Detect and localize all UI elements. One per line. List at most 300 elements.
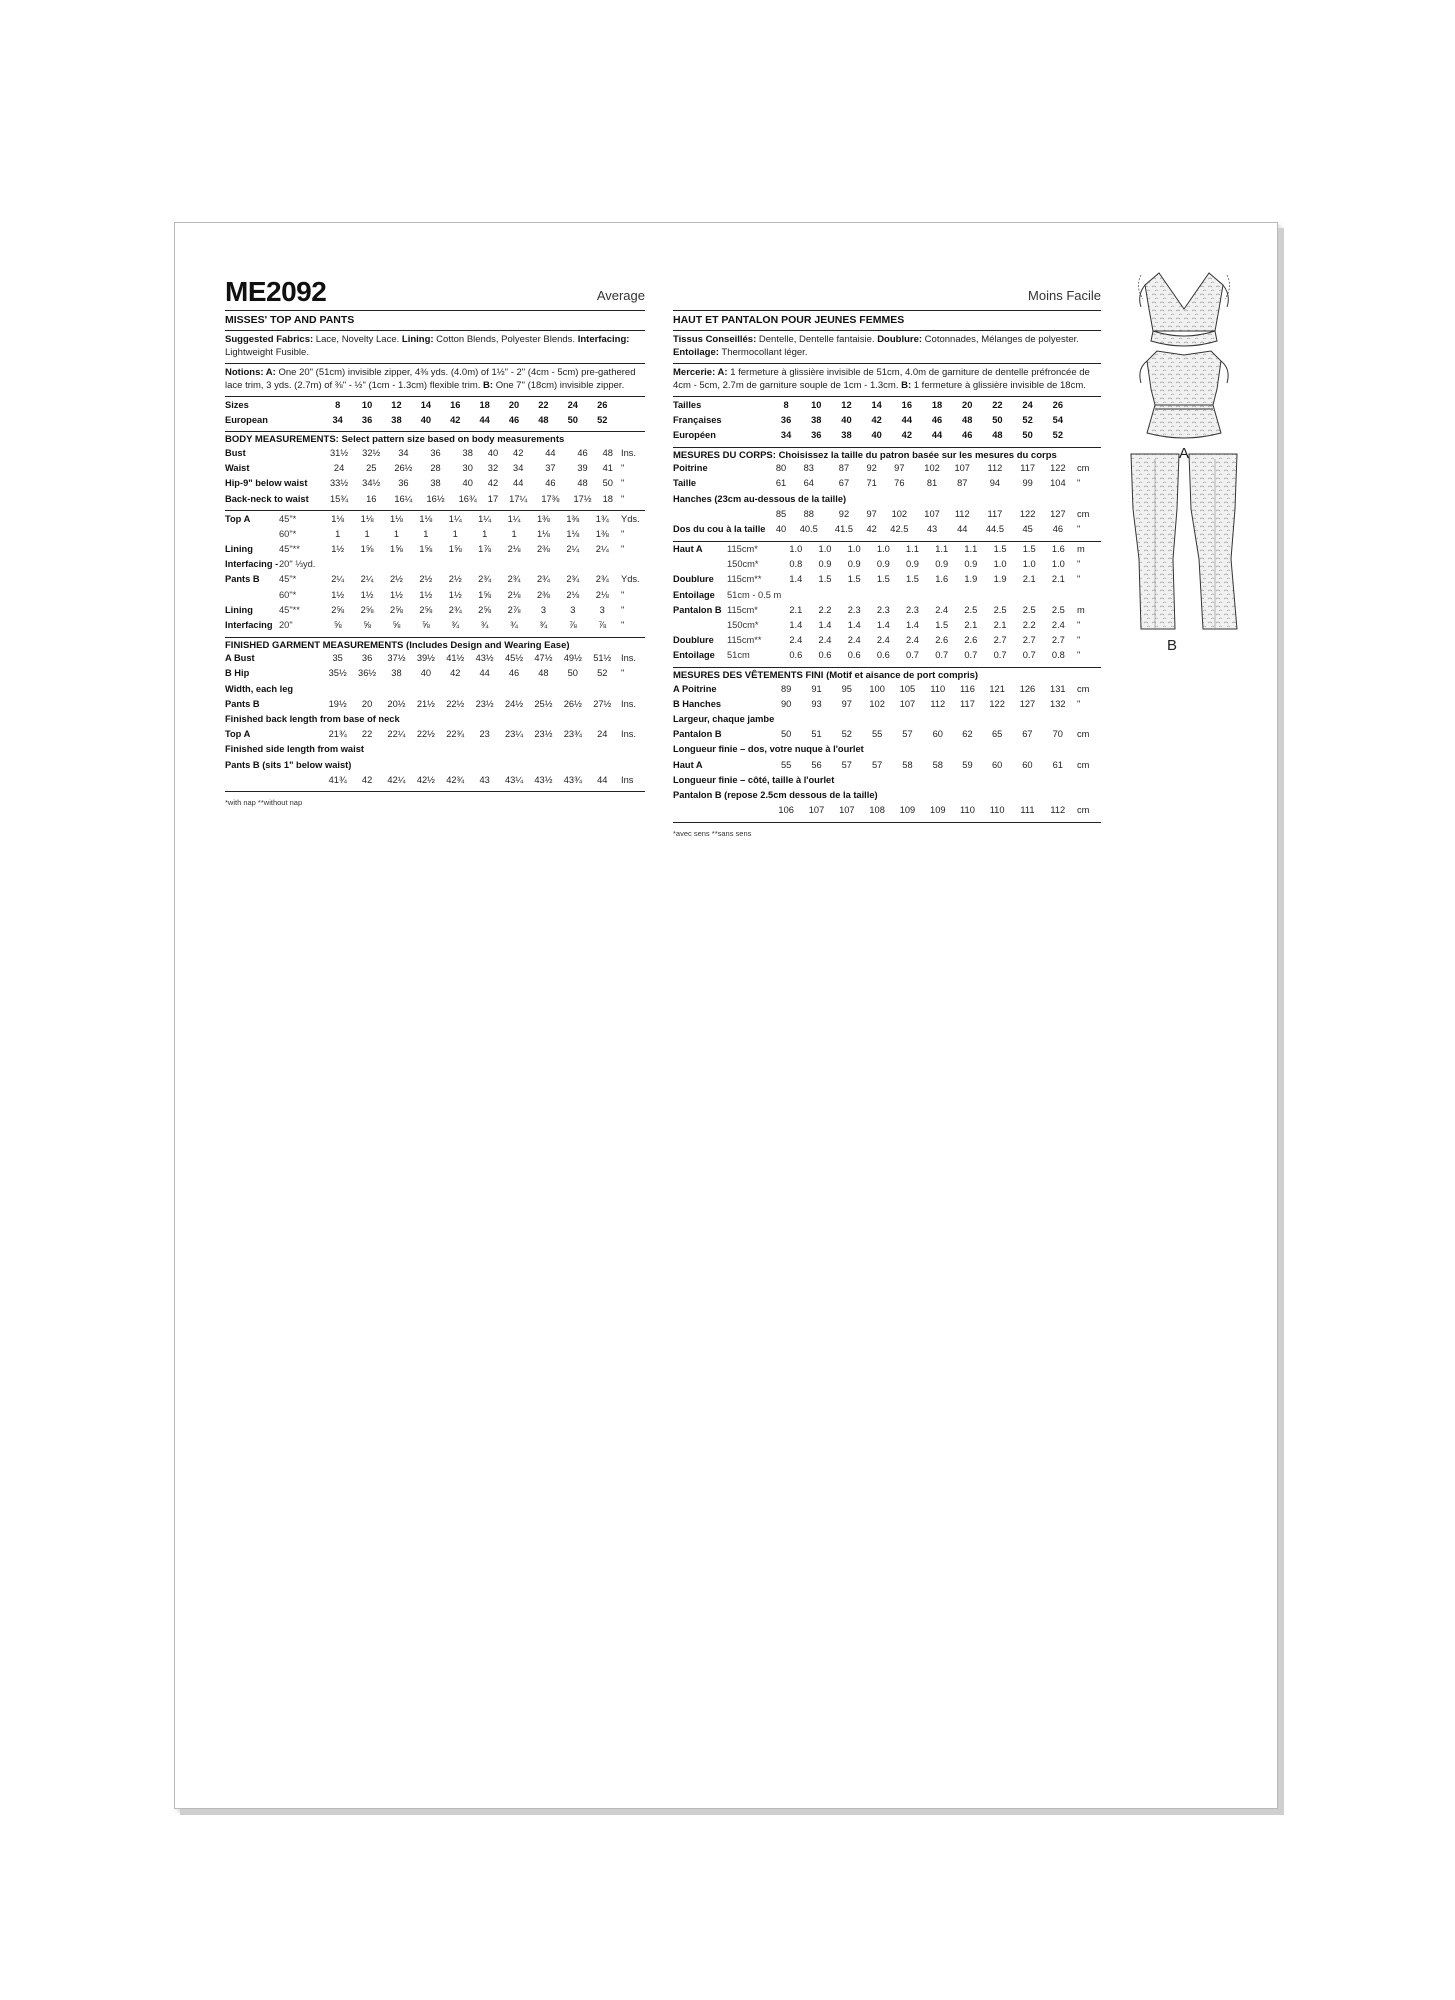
table-row — [673, 648, 1101, 663]
table-cell: 2.4 — [876, 635, 890, 646]
table-cell: 122 — [1019, 508, 1036, 519]
table-cell: 2.4 — [789, 635, 803, 646]
body-measurements-table — [225, 445, 645, 506]
table-cell: 40 — [841, 414, 852, 425]
table-row — [673, 711, 1101, 726]
table-cell: 1 — [335, 528, 341, 539]
table-row — [673, 397, 1101, 412]
table-cell: 22 — [538, 399, 549, 410]
table-cell: 88 — [803, 508, 814, 519]
row-label: Françaises — [673, 414, 722, 425]
table-cell: 2⅛ — [566, 589, 580, 600]
table-cell: 1.5 — [818, 574, 832, 585]
table-cell: 48 — [538, 668, 549, 679]
table-row — [225, 742, 645, 757]
unit-cell — [617, 557, 645, 572]
table-cell: 2⅛ — [507, 589, 521, 600]
table-cell: 42¾ — [446, 774, 465, 785]
row-heading: Pants B (sits 1" below waist) — [225, 759, 352, 770]
table-cell: 55 — [871, 729, 883, 740]
table-cell: 1.4 — [818, 620, 832, 631]
table-cell: 3 — [599, 604, 605, 615]
table-cell: 20½ — [387, 698, 406, 709]
table-cell: 50 — [567, 668, 578, 679]
row-label: European — [225, 414, 268, 425]
table-row — [225, 727, 645, 742]
row-sublabel: 115cm* — [727, 544, 758, 555]
table-row — [673, 587, 1101, 602]
table-cell: 48 — [992, 429, 1003, 440]
table-cell — [810, 587, 839, 602]
yardage-table — [673, 542, 1101, 664]
row-label: A Bust — [225, 653, 255, 664]
table-cell: 131 — [1050, 683, 1066, 694]
table-cell: 50 — [992, 414, 1003, 425]
unit-cell: Ins. — [621, 698, 636, 709]
finished-measurements-table — [225, 651, 645, 788]
table-cell — [898, 587, 927, 602]
table-row — [225, 651, 645, 666]
table-cell: 2.3 — [906, 604, 919, 615]
table-cell: 43 — [926, 523, 938, 534]
table-cell: 0.8 — [1051, 650, 1065, 661]
table-row — [673, 727, 1101, 742]
pattern-title: MISSES' TOP AND PANTS — [225, 314, 355, 326]
table-row — [673, 542, 1101, 557]
unit-cell: Ins. — [621, 653, 636, 664]
pattern-title: HAUT ET PANTALON POUR JEUNES FEMMES — [673, 314, 905, 326]
table-cell: 2.4 — [847, 635, 861, 646]
table-row — [673, 461, 1101, 476]
table-cell: 2.7 — [993, 635, 1007, 646]
table-cell: 60 — [991, 759, 1003, 770]
table-cell: 36 — [811, 429, 822, 440]
table-cell — [499, 557, 528, 572]
unit-cell: " — [621, 493, 625, 504]
table-cell: 48 — [538, 414, 549, 425]
unit-cell: " — [1077, 559, 1081, 570]
table-cell: 16 — [450, 399, 461, 410]
unit-cell: cm — [1077, 463, 1090, 474]
finished-measurements-heading: MESURES DES VÊTEMENTS FINI (Motif et aisance de port compris) — [673, 670, 979, 681]
table-cell: 28 — [430, 463, 441, 474]
row-heading: Longueur finie – côté, taille à l'ourlet — [673, 774, 835, 785]
table-cell: ¾ — [451, 620, 460, 631]
table-cell: 1¾ — [595, 513, 609, 524]
table-cell: 3 — [540, 604, 547, 615]
table-cell: 43 — [479, 774, 490, 785]
row-label: Top A — [225, 729, 251, 740]
footnote: *with nap **without nap — [225, 798, 303, 808]
table-cell: 1⅜ — [566, 513, 580, 524]
row-label — [225, 772, 323, 787]
table-cell: 31½ — [330, 447, 349, 458]
table-cell: 56 — [811, 759, 822, 770]
unit-cell: cm — [1077, 805, 1090, 816]
table-cell: 1½ — [331, 589, 345, 600]
table-cell: 2.1 — [993, 620, 1007, 631]
table-cell: 20 — [508, 399, 520, 410]
table-cell: 60 — [932, 729, 943, 740]
table-cell: 108 — [869, 805, 885, 816]
table-cell: 57 — [841, 759, 852, 770]
row-label: Taille — [673, 478, 697, 489]
table-cell: 0.9 — [964, 559, 978, 570]
table-cell: 99 — [1022, 478, 1033, 489]
table-cell: 36 — [398, 478, 409, 489]
table-cell — [441, 557, 470, 572]
table-cell: 36 — [361, 653, 373, 664]
table-cell: 2.4 — [906, 635, 919, 646]
table-cell: 24 — [1022, 399, 1033, 410]
finished-measurements-heading: FINISHED GARMENT MEASUREMENTS (Includes Design and Wearing Ease) — [225, 639, 570, 651]
table-cell: 36 — [430, 447, 441, 458]
table-cell: ¾ — [510, 620, 518, 631]
table-cell: 48 — [602, 447, 613, 458]
table-cell: 44 — [479, 668, 490, 679]
table-cell: 1.9 — [964, 574, 978, 585]
row-label: Lining — [225, 544, 253, 555]
row-sublabel: 51cm - 0.5 m — [727, 589, 782, 600]
table-cell: 117 — [1020, 463, 1036, 474]
table-cell: 1⅝ — [360, 544, 374, 555]
pattern-envelope-back — [174, 222, 1278, 1809]
table-cell: 40 — [871, 429, 882, 440]
table-cell: 0.6 — [847, 650, 861, 661]
table-row — [225, 397, 645, 412]
table-cell: 18 — [602, 493, 613, 504]
row-label: Pants B — [225, 698, 260, 709]
difficulty-level: Average — [596, 288, 645, 303]
table-cell: 19½ — [328, 698, 347, 709]
table-cell: 42 — [901, 429, 913, 440]
table-cell: 1¼ — [448, 513, 462, 524]
table-row — [673, 476, 1101, 491]
table-cell: 0.9 — [935, 559, 949, 570]
table-cell: 35 — [332, 653, 343, 664]
row-sublabel: 45"* — [279, 574, 297, 585]
table-cell: 1.5 — [1022, 544, 1036, 555]
table-cell: 17¼ — [509, 493, 528, 504]
table-cell: 42 — [450, 668, 461, 679]
finished-measurements-table — [673, 681, 1101, 818]
divider — [673, 822, 1101, 823]
table-cell: 2¾ — [448, 604, 462, 615]
table-cell: 1.5 — [876, 574, 890, 585]
table-cell: 2.4 — [1051, 620, 1065, 631]
table-cell: 62 — [962, 729, 973, 740]
table-cell: 2¼ — [566, 544, 580, 555]
table-cell: 46 — [508, 414, 520, 425]
table-cell: 17 — [487, 493, 499, 504]
table-cell: 1⅛ — [390, 513, 403, 524]
table-cell: 1 — [511, 528, 517, 539]
table-cell: 10 — [361, 399, 373, 410]
row-label: Interfacing - — [225, 559, 279, 570]
table-cell: 1¼ — [507, 513, 521, 524]
unit-cell: " — [1077, 478, 1081, 489]
table-cell: 1¼ — [478, 513, 492, 524]
table-cell: 42 — [513, 447, 524, 458]
table-row — [225, 542, 645, 557]
table-row — [225, 511, 645, 526]
table-cell: 24 — [567, 399, 578, 410]
row-label: Bust — [225, 447, 246, 458]
table-cell: 23¼ — [504, 729, 524, 740]
table-cell: 0.7 — [935, 650, 949, 661]
table-cell: 43½ — [475, 653, 494, 664]
table-cell: 2⅝ — [419, 604, 433, 615]
table-cell: 12 — [391, 399, 402, 410]
table-cell: 22 — [361, 729, 373, 740]
table-cell: 32½ — [362, 447, 381, 458]
table-cell — [869, 587, 898, 602]
table-cell: 70 — [1052, 729, 1063, 740]
table-cell: 105 — [899, 683, 916, 694]
sizes-table — [225, 397, 645, 427]
table-cell: 40 — [462, 478, 473, 489]
divider — [673, 363, 1101, 364]
row-sublabel: 45"* — [279, 513, 297, 524]
table-cell: 89 — [780, 683, 792, 694]
row-label: Sizes — [225, 399, 249, 410]
table-cell: 1.0 — [876, 544, 890, 555]
table-cell: 1.5 — [935, 620, 949, 631]
table-cell: 44 — [597, 774, 608, 785]
table-cell: 2¾ — [536, 574, 550, 585]
row-label: Entoilage — [673, 589, 715, 600]
unit-cell — [1073, 427, 1101, 442]
table-cell: 2¾ — [595, 574, 609, 585]
row-label: Top A — [225, 513, 251, 524]
table-cell: 71 — [866, 478, 877, 489]
unit-cell — [1073, 397, 1101, 412]
row-label: Hip-9" below waist — [225, 478, 308, 489]
table-cell: 127 — [1050, 508, 1066, 519]
row-label: Entoilage — [673, 650, 715, 661]
table-cell: 92 — [838, 508, 850, 519]
table-cell: 43¼ — [504, 774, 524, 785]
table-cell: 1.1 — [906, 544, 919, 555]
table-cell: 8 — [335, 399, 341, 410]
table-cell: 107 — [808, 805, 825, 816]
row-label: Waist — [225, 463, 250, 474]
unit-cell: " — [1077, 574, 1081, 585]
table-cell: 1⅝ — [478, 589, 492, 600]
table-cell: 2.7 — [1022, 635, 1036, 646]
row-sublabel: 150cm* — [727, 559, 759, 570]
table-cell — [470, 557, 499, 572]
table-cell: ⅞ — [568, 620, 577, 631]
row-label — [673, 557, 727, 572]
table-cell: 16¼ — [394, 493, 413, 504]
view-a-top-front-sketch — [1138, 273, 1229, 346]
view-a-top-peplum-sketch — [1140, 351, 1228, 438]
table-cell — [1015, 587, 1044, 602]
english-column — [225, 278, 645, 807]
table-cell: 42.5 — [890, 523, 909, 534]
table-cell: 112 — [1050, 805, 1066, 816]
row-label — [225, 526, 279, 541]
table-cell: 1.4 — [789, 574, 803, 585]
table-cell: 37 — [545, 463, 556, 474]
table-cell: ⅝ — [421, 620, 430, 631]
table-cell: 18 — [931, 399, 943, 410]
divider — [225, 363, 645, 364]
table-row — [673, 557, 1101, 572]
table-cell: 38 — [811, 414, 822, 425]
row-label: Pantalon B — [673, 729, 722, 740]
table-cell: 1.4 — [876, 620, 890, 631]
table-row — [673, 572, 1101, 587]
table-cell: ¾ — [480, 620, 489, 631]
unit-cell: " — [621, 528, 625, 539]
table-cell: 2⅛ — [595, 589, 609, 600]
table-row — [673, 506, 1101, 521]
table-cell: 44.5 — [985, 523, 1004, 534]
table-row — [225, 557, 645, 572]
table-row — [225, 681, 645, 696]
table-cell: 50 — [567, 414, 578, 425]
table-cell: 106 — [778, 805, 794, 816]
table-row — [225, 412, 645, 427]
table-cell: 2⅜ — [536, 544, 550, 555]
table-cell: 107 — [954, 463, 970, 474]
row-heading: Width, each leg — [225, 683, 294, 694]
table-cell: 0.6 — [876, 650, 890, 661]
table-cell: 1.0 — [789, 544, 803, 555]
row-heading: Finished back length from base of neck — [225, 713, 400, 724]
table-cell: 127 — [1019, 698, 1036, 709]
table-cell: 107 — [899, 698, 916, 709]
row-heading: Finished side length from waist — [225, 744, 364, 755]
table-cell: 1⅛ — [331, 513, 345, 524]
table-row — [225, 666, 645, 681]
row-sublabel: 45"** — [279, 604, 300, 615]
table-cell: 51 — [811, 729, 822, 740]
row-label: Haut A — [673, 759, 703, 770]
table-cell: 1½ — [390, 589, 403, 600]
table-cell: 15¾ — [330, 493, 349, 504]
table-cell: 42½ — [416, 774, 435, 785]
table-cell: 40 — [487, 447, 499, 458]
table-cell: 54 — [1052, 414, 1064, 425]
table-cell: 97 — [841, 698, 852, 709]
table-cell: 42 — [866, 523, 877, 534]
table-cell: 58 — [902, 759, 913, 770]
table-cell: 12 — [841, 399, 852, 410]
table-cell: 122 — [989, 698, 1005, 709]
table-cell: 2⅝ — [478, 604, 492, 615]
table-cell: 26½ — [394, 463, 413, 474]
table-cell: 24½ — [504, 698, 524, 709]
unit-cell: " — [621, 544, 625, 555]
table-row — [673, 772, 1101, 787]
table-cell: 92 — [866, 463, 877, 474]
table-cell: 0.7 — [1022, 650, 1036, 661]
table-cell: 1.1 — [964, 544, 978, 555]
table-cell: 23¾ — [563, 729, 582, 740]
table-cell: 21½ — [416, 698, 435, 709]
row-label: Haut A — [673, 544, 703, 555]
divider — [673, 330, 1101, 331]
table-cell: 1⅝ — [390, 544, 403, 555]
table-cell: 117 — [960, 698, 975, 709]
divider — [225, 637, 645, 638]
table-cell: 2.5 — [1051, 604, 1065, 615]
table-cell: 46 — [508, 668, 520, 679]
table-cell: 107 — [839, 805, 855, 816]
unit-cell: Yds. — [621, 513, 640, 524]
table-cell: 0.9 — [847, 559, 861, 570]
table-cell: 102 — [924, 463, 940, 474]
table-cell: 97 — [866, 508, 877, 519]
table-cell: 52 — [1022, 414, 1033, 425]
table-cell: 42 — [450, 414, 461, 425]
table-cell: 2¾ — [507, 574, 521, 585]
table-row — [225, 476, 645, 491]
view-a-label: A — [1179, 445, 1190, 462]
table-cell — [781, 587, 810, 602]
table-cell: 2.6 — [964, 635, 978, 646]
table-cell: 0.6 — [818, 650, 832, 661]
unit-cell: " — [1077, 523, 1081, 534]
table-row — [225, 526, 645, 541]
row-sublabel: 115cm** — [727, 635, 762, 646]
unit-cell: Yds. — [621, 574, 640, 585]
view-b-label: B — [1167, 637, 1178, 654]
table-cell: 14 — [420, 399, 432, 410]
table-row — [673, 602, 1101, 617]
table-cell: 8 — [783, 399, 789, 410]
unit-cell: cm — [1077, 508, 1090, 519]
table-cell: 2⅞ — [507, 604, 521, 615]
table-cell: 2¾ — [478, 574, 492, 585]
divider — [673, 447, 1101, 448]
row-sublabel: 60"* — [279, 528, 297, 539]
table-cell: 52 — [597, 668, 608, 679]
table-cell: 1.0 — [1022, 559, 1036, 570]
table-cell — [352, 557, 381, 572]
row-sublabel: 150cm* — [727, 620, 759, 631]
row-sublabel: 60"* — [279, 589, 297, 600]
table-cell: 32 — [487, 463, 499, 474]
row-sublabel: 20" ⅓yd. — [279, 559, 316, 570]
table-cell — [985, 587, 1014, 602]
table-cell: 2⅝ — [331, 604, 345, 615]
table-cell: 2.2 — [1022, 620, 1036, 631]
unit-cell: cm — [1077, 729, 1090, 740]
table-cell: 1½ — [360, 589, 374, 600]
table-row — [225, 617, 645, 632]
table-cell: 58 — [932, 759, 943, 770]
suggested-fabrics: Suggested Fabrics: Lace, Novelty Lace. Lining: Cotton Blends, Polyester Blends. Interfacing: Lightweight Fusible. — [225, 334, 630, 358]
unit-cell — [617, 412, 645, 427]
table-cell: 110 — [930, 683, 946, 694]
table-cell: 67 — [1022, 729, 1033, 740]
table-cell: 2¼ — [595, 544, 609, 555]
body-measurements-heading: BODY MEASUREMENTS: Select pattern size based on body measurements — [225, 434, 565, 446]
table-cell: 46 — [545, 478, 556, 489]
table-cell: 45½ — [504, 653, 524, 664]
table-cell: 18 — [479, 399, 490, 410]
table-cell: 50 — [1022, 429, 1033, 440]
table-cell: ⅝ — [363, 620, 371, 631]
unit-cell: " — [621, 478, 625, 489]
table-cell — [927, 587, 956, 602]
table-cell: 16 — [366, 493, 377, 504]
table-cell — [956, 587, 985, 602]
